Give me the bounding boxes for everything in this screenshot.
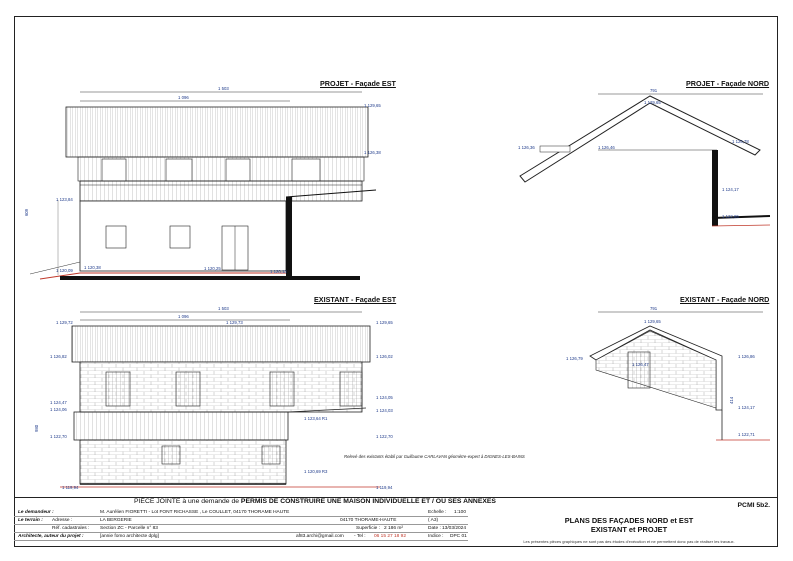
dimension-label: 791: [650, 88, 658, 93]
document-code: PCMI 5b2.: [737, 502, 770, 509]
level-label: 1 120,13: [270, 269, 287, 274]
level-label: 1 126,38: [364, 150, 381, 155]
level-label: 1 124,06: [50, 407, 67, 412]
existant-est-elevation: [60, 312, 380, 487]
level-label: 1 119,94: [376, 485, 393, 490]
level-label: 1 124,03: [376, 408, 393, 413]
level-label: 1 126,79: [566, 356, 583, 361]
projet-nord-elevation: [520, 94, 770, 226]
level-label: 1 126,02: [376, 354, 393, 359]
demandeur-row: Le demandeur : M. Aurélien FIORETTI - Lot FONT RICHASSE , Le COULLET, 04170 THORAME HAUTE Echelle :: [14, 508, 468, 517]
architecte-row: Architecte, auteur du projet : [annie fomo architecte dplg] af83.archi@gmail.com - Tel : 06 15 27 18 92 Indice :: [14, 532, 468, 541]
cadastre-row: Réf. cadastrales : Section ZC - Parcelle n° 83 Superficie : 2 186 m² Date :: [14, 524, 468, 533]
level-label: 1 120,69 R3: [304, 469, 328, 474]
projet-nord-title: PROJET - Façade NORD: [686, 79, 770, 88]
level-label: 1 124,47: [50, 400, 67, 405]
terrain-row: Le terrain : Adresse : LA BERGERIE 04170 THORAME-HAUTE ( A3): [14, 516, 468, 525]
level-label: 1 126,47: [632, 362, 649, 367]
date-value: 13/03/2024: [442, 525, 467, 531]
height-dimension: 414: [729, 396, 734, 404]
survey-note: Relevé des existants établi par Guillaume CARLAVAN géomètre-expert à DIGNES-LES-BAINS: [344, 454, 525, 459]
indice-value: DPC 01: [450, 533, 467, 539]
level-label: 1 122,65: [722, 214, 739, 219]
level-label: 1 119,94: [62, 485, 79, 490]
dimension-label: 1 096: [178, 314, 189, 319]
level-label: 1 126,82: [50, 354, 67, 359]
projet-est-title: PROJET - Façade EST: [320, 79, 396, 88]
dimension-label: 1 503: [218, 306, 229, 311]
level-label: 1 124,05: [376, 395, 393, 400]
title-block: [14, 497, 778, 548]
height-dimension: 980: [34, 424, 39, 432]
existant-nord-title: EXISTANT - Façade NORD: [680, 295, 770, 304]
projet-est-elevation: [30, 92, 376, 280]
level-label: 1 122,70: [50, 434, 67, 439]
existant-nord-elevation: [590, 312, 770, 440]
level-label: 1 122,71: [738, 432, 755, 437]
level-label: 1 120,25: [204, 266, 221, 271]
level-label: 1 126,46: [598, 145, 615, 150]
level-label: 1 126,78: [732, 139, 749, 144]
dimension-label: 791: [650, 306, 658, 311]
plan-title: PLANS DES FAÇADES NORD et EST EXISTANT et PROJET: [564, 516, 694, 534]
level-label: 1 129,65: [644, 319, 661, 324]
scale-value: 1:100: [454, 509, 467, 515]
level-label: 1 120,38: [84, 265, 101, 270]
existant-est-title: EXISTANT - Façade EST: [314, 295, 397, 304]
level-label: 1 123,64 R1: [304, 416, 328, 421]
title-block-heading: PIÈCE JOINTE à une demande de PERMIS DE CONSTRUIRE UNE MAISON INDIVIDUELLE ET / OU SES ANNEXES: [134, 498, 496, 505]
level-label: 1 124,17: [722, 187, 739, 192]
level-label: 1 126,36: [518, 145, 535, 150]
level-label: 1 129,73: [226, 320, 243, 325]
level-label: 1 124,17: [738, 405, 755, 410]
height-dimension: 609: [24, 208, 29, 216]
level-label: 1 129,65: [364, 103, 381, 108]
level-label: 1 129,65: [644, 100, 661, 105]
level-label: 1 129,65: [376, 320, 393, 325]
level-label: 1 126,86: [738, 354, 755, 359]
level-label: 1 122,70: [376, 434, 393, 439]
dimension-label: 1 096: [178, 95, 189, 100]
level-label: 1 123,84: [56, 197, 73, 202]
disclaimer: Les présentes pièces graphiques ne sont pas des études d'exécution et ne permettent donc pas de réaliser les travaux.: [523, 539, 735, 544]
dimension-label: 1 503: [218, 86, 229, 91]
level-label: 1 129,72: [56, 320, 73, 325]
level-label: 1 120,09: [56, 268, 73, 273]
architect-email: af83.archi@gmail.com: [296, 533, 344, 539]
